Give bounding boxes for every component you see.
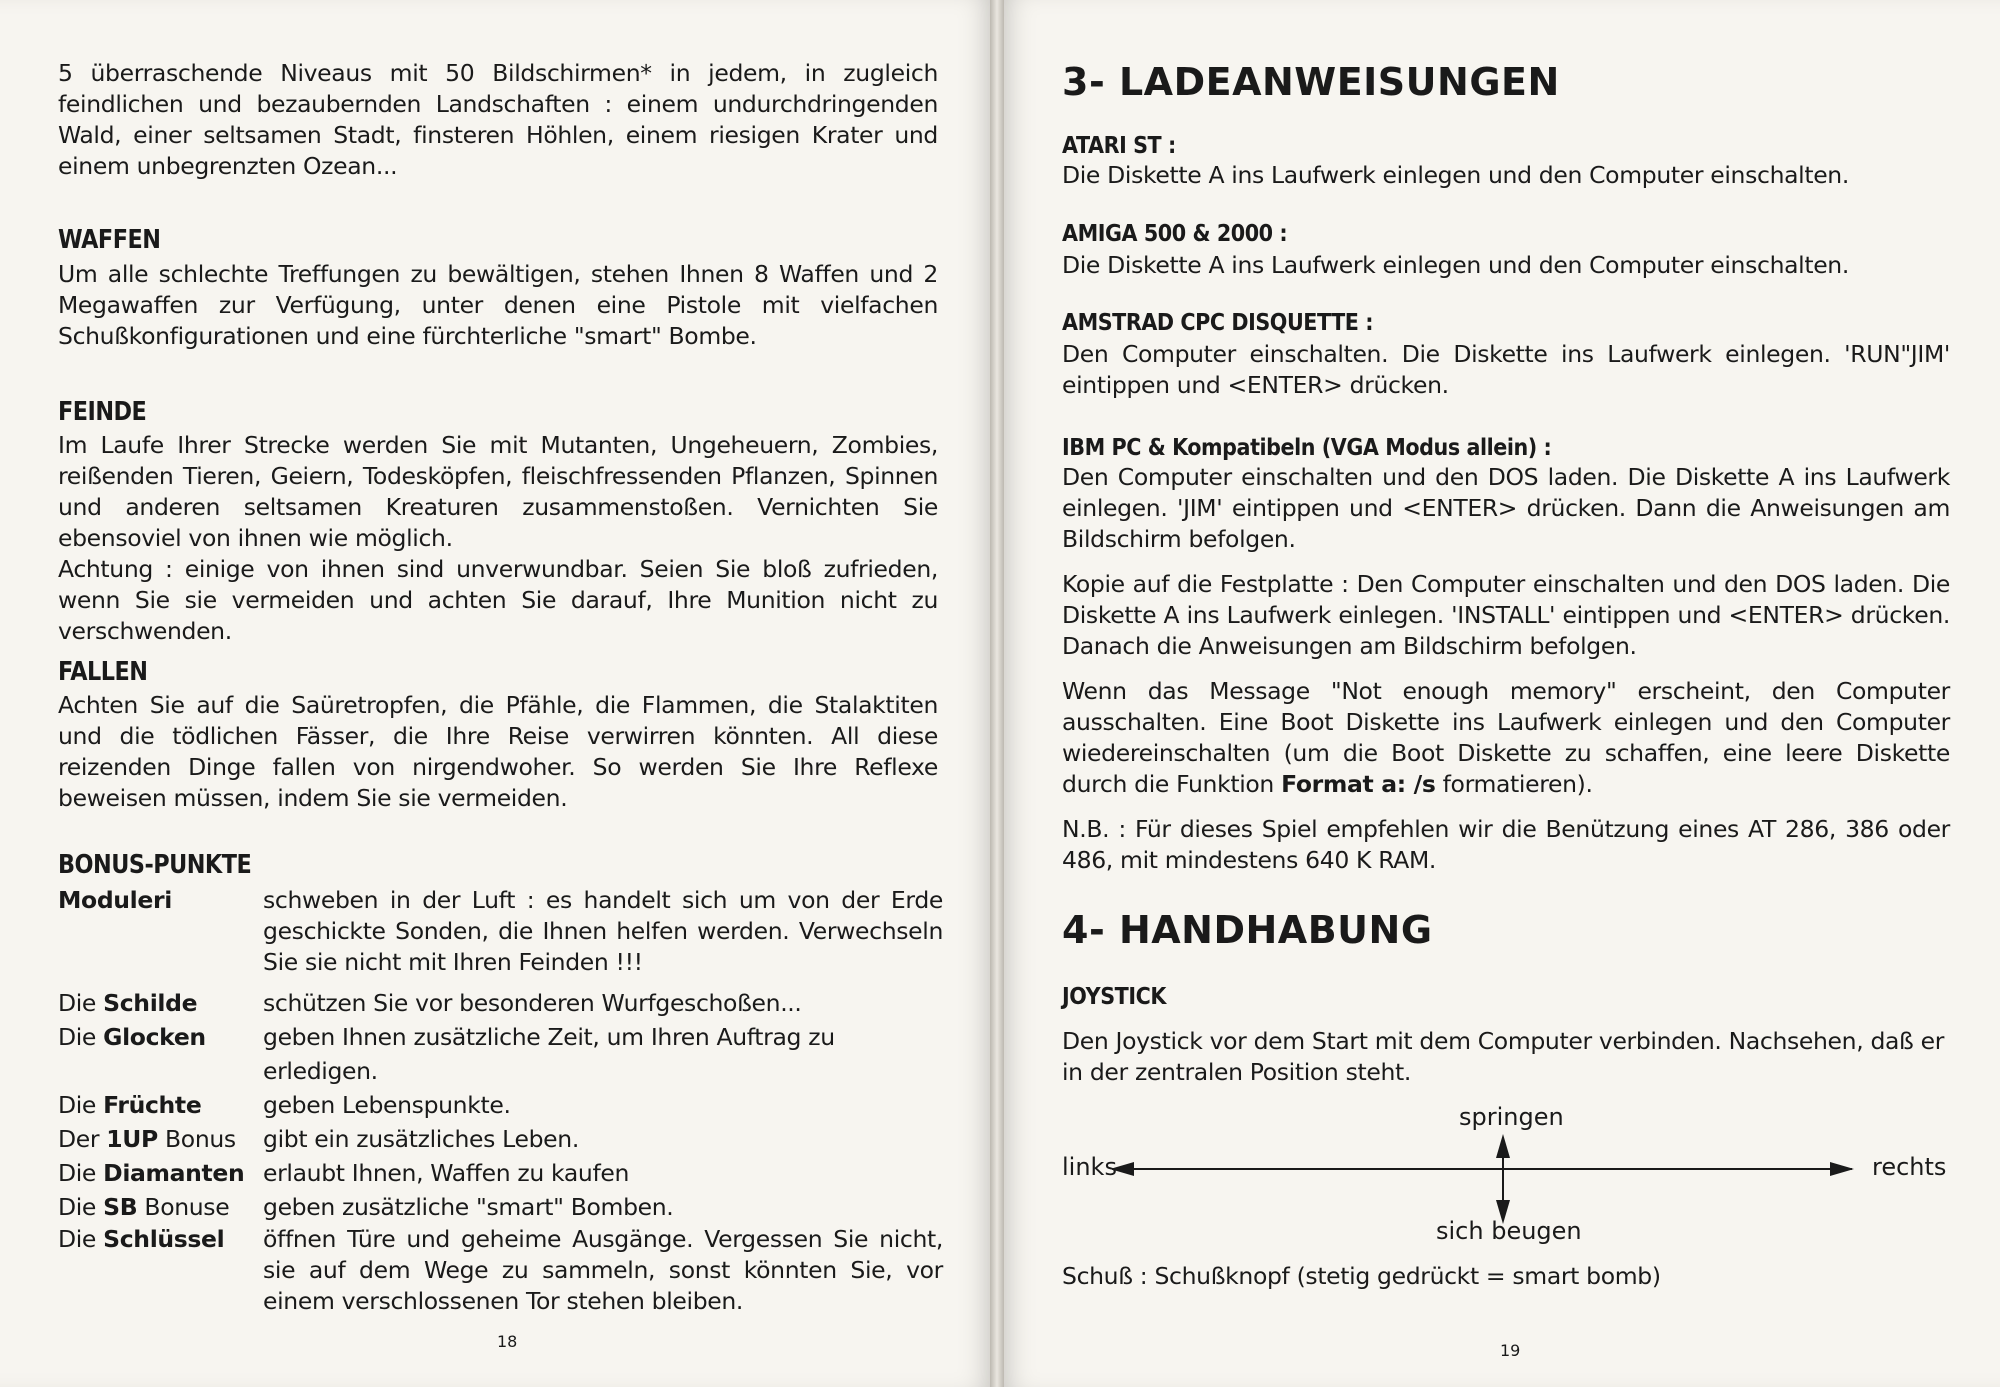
atari-title: ATARI ST : [1062, 133, 1176, 159]
bonus-item-diamanten: Diamanten [103, 1159, 245, 1187]
bonus-desc: geben Ihnen zusätzliche Zeit, um Ihren Auftrag zu erledigen. [263, 1023, 835, 1085]
atari-text: Die Diskette A ins Laufwerk einlegen und den Computer einschalten. [1062, 161, 1849, 189]
joystick-arrows [1004, 0, 2000, 1387]
bonus-item-schluessel: Schlüssel [103, 1225, 225, 1253]
bonus-desc: schweben in der Luft : es handelt sich um von der Erde geschickte Sonden, die Ihnen helfen werden. Verwechseln Sie sie nicht mit Ihren Feinden !!! [263, 886, 943, 976]
section-3-heading: 3- LADEANWEISUNGEN [1062, 60, 1560, 104]
joystick-title: JOYSTICK [1062, 984, 1166, 1010]
amstrad-title: AMSTRAD CPC DISQUETTE : [1062, 310, 1374, 336]
page-number: 19 [1500, 1341, 1521, 1360]
amiga-text: Die Diskette A ins Laufwerk einlegen und den Computer einschalten. [1062, 251, 1849, 279]
feinde-paragraph-2: Achtung : einige von ihnen sind unverwundbar. Seien Sie bloß zufrieden, wenn Sie sie vermeiden und achten Sie darauf, Ihre Munition nicht zu verschwenden. [58, 555, 938, 645]
bonus-desc: erlaubt Ihnen, Waffen zu kaufen [263, 1159, 630, 1187]
feinde-heading: FEINDE [58, 397, 147, 427]
waffen-heading: WAFFEN [58, 225, 161, 255]
bonus-item-moduleri: Moduleri [58, 886, 172, 914]
left-page [0, 0, 990, 1387]
bonus-row: Der 1UP Bonus gibt ein zusätzliches Leben. [58, 1122, 943, 1156]
label-springen: springen [1459, 1103, 1564, 1131]
bonus-desc: gibt ein zusätzliches Leben. [263, 1125, 579, 1153]
ibm-paragraph-3: Wenn das Message "Not enough memory" erscheint, den Computer ausschalten. Eine Boot Diskette ins Laufwerk einlegen und den Computer wiedereinschalten (um die Boot Diskette zu schaffen, eine leere Diskette durch die Funktion Format a: /s formatieren). [1062, 677, 1950, 798]
bonus-item-glocken: Glocken [103, 1023, 206, 1051]
amstrad-text: Den Computer einschalten. Die Diskette ins Laufwerk einlegen. 'RUN"JIM' eintippen und <ENTER> drücken. [1062, 340, 1950, 399]
ibm-paragraph-2: Kopie auf die Festplatte : Den Computer einschalten und den DOS laden. Die Diskette A ins Laufwerk einlegen. 'INSTALL' eintippen und <ENTER> drücken. Danach die Anweisungen am Bildschirm befolgen. [1062, 570, 1950, 660]
bonus-row: Die Glocken geben Ihnen zusätzliche Zeit, um Ihren Auftrag zu erledigen. [58, 1020, 943, 1088]
bonus-item-sb: SB [103, 1193, 138, 1221]
bonus-heading: BONUS-PUNKTE [58, 850, 252, 880]
arrow-up-icon [1496, 1134, 1510, 1158]
fallen-text: Achten Sie auf die Saüretropfen, die Pfähle, die Flammen, die Stalaktiten und die tödlichen Fässer, die Ihre Reise verwirren könnten. All diese reizenden Dinge fallen von nirgendwoher. So werden Sie Ihre Reflexe beweisen müssen, indem Sie sie vermeiden. [58, 691, 938, 812]
bonus-desc: schützen Sie vor besonderen Wurfgeschoßen... [263, 989, 802, 1017]
intro-paragraph: 5 überraschende Niveaus mit 50 Bildschirmen* in jedem, in zugleich feindlichen und bezaubernden Landschaften : einem undurchdringenden Wald, einer seltsamen Stadt, finsteren Höhlen, einem riesigen Krater und einem unbegrenzten Ozean... [58, 59, 938, 180]
ibm-title: IBM PC & Kompatibeln (VGA Modus allein) : [1062, 435, 1552, 461]
section-4-heading: 4- HANDHABUNG [1062, 908, 1433, 952]
bonus-row: Die SB Bonuse geben zusätzliche "smart" Bomben. [58, 1190, 943, 1224]
page-number: 18 [497, 1332, 518, 1351]
bonus-desc: geben zusätzliche "smart" Bomben. [263, 1193, 674, 1221]
book-gutter [990, 0, 1004, 1387]
amiga-title: AMIGA 500 & 2000 : [1062, 221, 1288, 247]
bonus-desc: geben Lebenspunkte. [263, 1091, 511, 1119]
bonus-table [58, 885, 943, 1317]
feinde-paragraph-1: Im Laufe Ihrer Strecke werden Sie mit Mutanten, Ungeheuern, Zombies, reißenden Tieren, Geiern, Todesköpfen, fleischfressenden Pflanzen, Spinnen und anderen seltsamen Kreaturen zusammenstoßen. Vernichten Sie ebensoviel von ihnen wie möglich. [58, 431, 938, 552]
arrow-right-icon [1830, 1162, 1854, 1176]
bonus-row: Die Diamanten erlaubt Ihnen, Waffen zu kaufen [58, 1156, 943, 1190]
bonus-item-fruechte: Früchte [103, 1091, 202, 1119]
fallen-heading: FALLEN [58, 657, 148, 687]
waffen-text: Um alle schlechte Treffungen zu bewältigen, stehen Ihnen 8 Waffen und 2 Megawaffen zur Verfügung, unter denen eine Pistole mit vielfachen Schußkonfigurationen und eine fürchterliche "smart" Bombe. [58, 260, 938, 350]
bonus-row: Die Schlüssel öffnen Türe und geheime Ausgänge. Vergessen Sie nicht, sie auf dem Wege zu sammeln, sonst könnten Sie, vor einem verschlossenen Tor stehen bleiben. [58, 1225, 943, 1315]
bonus-row: Die Schilde schützen Sie vor besonderen Wurfgeschoßen... [58, 986, 943, 1020]
label-rechts: rechts [1872, 1153, 1947, 1181]
label-sich-beugen: sich beugen [1436, 1217, 1582, 1245]
joystick-text: Den Joystick vor dem Start mit dem Computer verbinden. Nachsehen, daß er in der zentralen Position steht. [1062, 1027, 1945, 1086]
label-links: links [1062, 1153, 1117, 1181]
format-command: Format a: /s [1281, 770, 1436, 798]
feinde-text [58, 430, 938, 647]
bonus-row: Die Früchte geben Lebenspunkte. [58, 1088, 943, 1122]
bonus-desc: öffnen Türe und geheime Ausgänge. Vergessen Sie nicht, sie auf dem Wege zu sammeln, sonst könnten Sie, vor einem verschlossenen Tor stehen bleiben. [263, 1225, 943, 1315]
bonus-item-schilde: Schilde [103, 989, 198, 1017]
ibm-paragraph-1: Den Computer einschalten und den DOS laden. Die Diskette A ins Laufwerk einlegen. 'JIM' eintippen und <ENTER> drücken. Dann die Anweisungen am Bildschirm befolgen. [1062, 463, 1950, 553]
ibm-paragraph-4: N.B. : Für dieses Spiel empfehlen wir die Benützung eines AT 286, 386 oder 486, mit mindestens 640 K RAM. [1062, 815, 1950, 874]
bonus-row [58, 885, 943, 978]
bonus-item-1up: 1UP [106, 1125, 158, 1153]
fire-instruction: Schuß : Schußknopf (stetig gedrückt = smart bomb) [1062, 1262, 1661, 1290]
right-page [1004, 0, 2000, 1387]
